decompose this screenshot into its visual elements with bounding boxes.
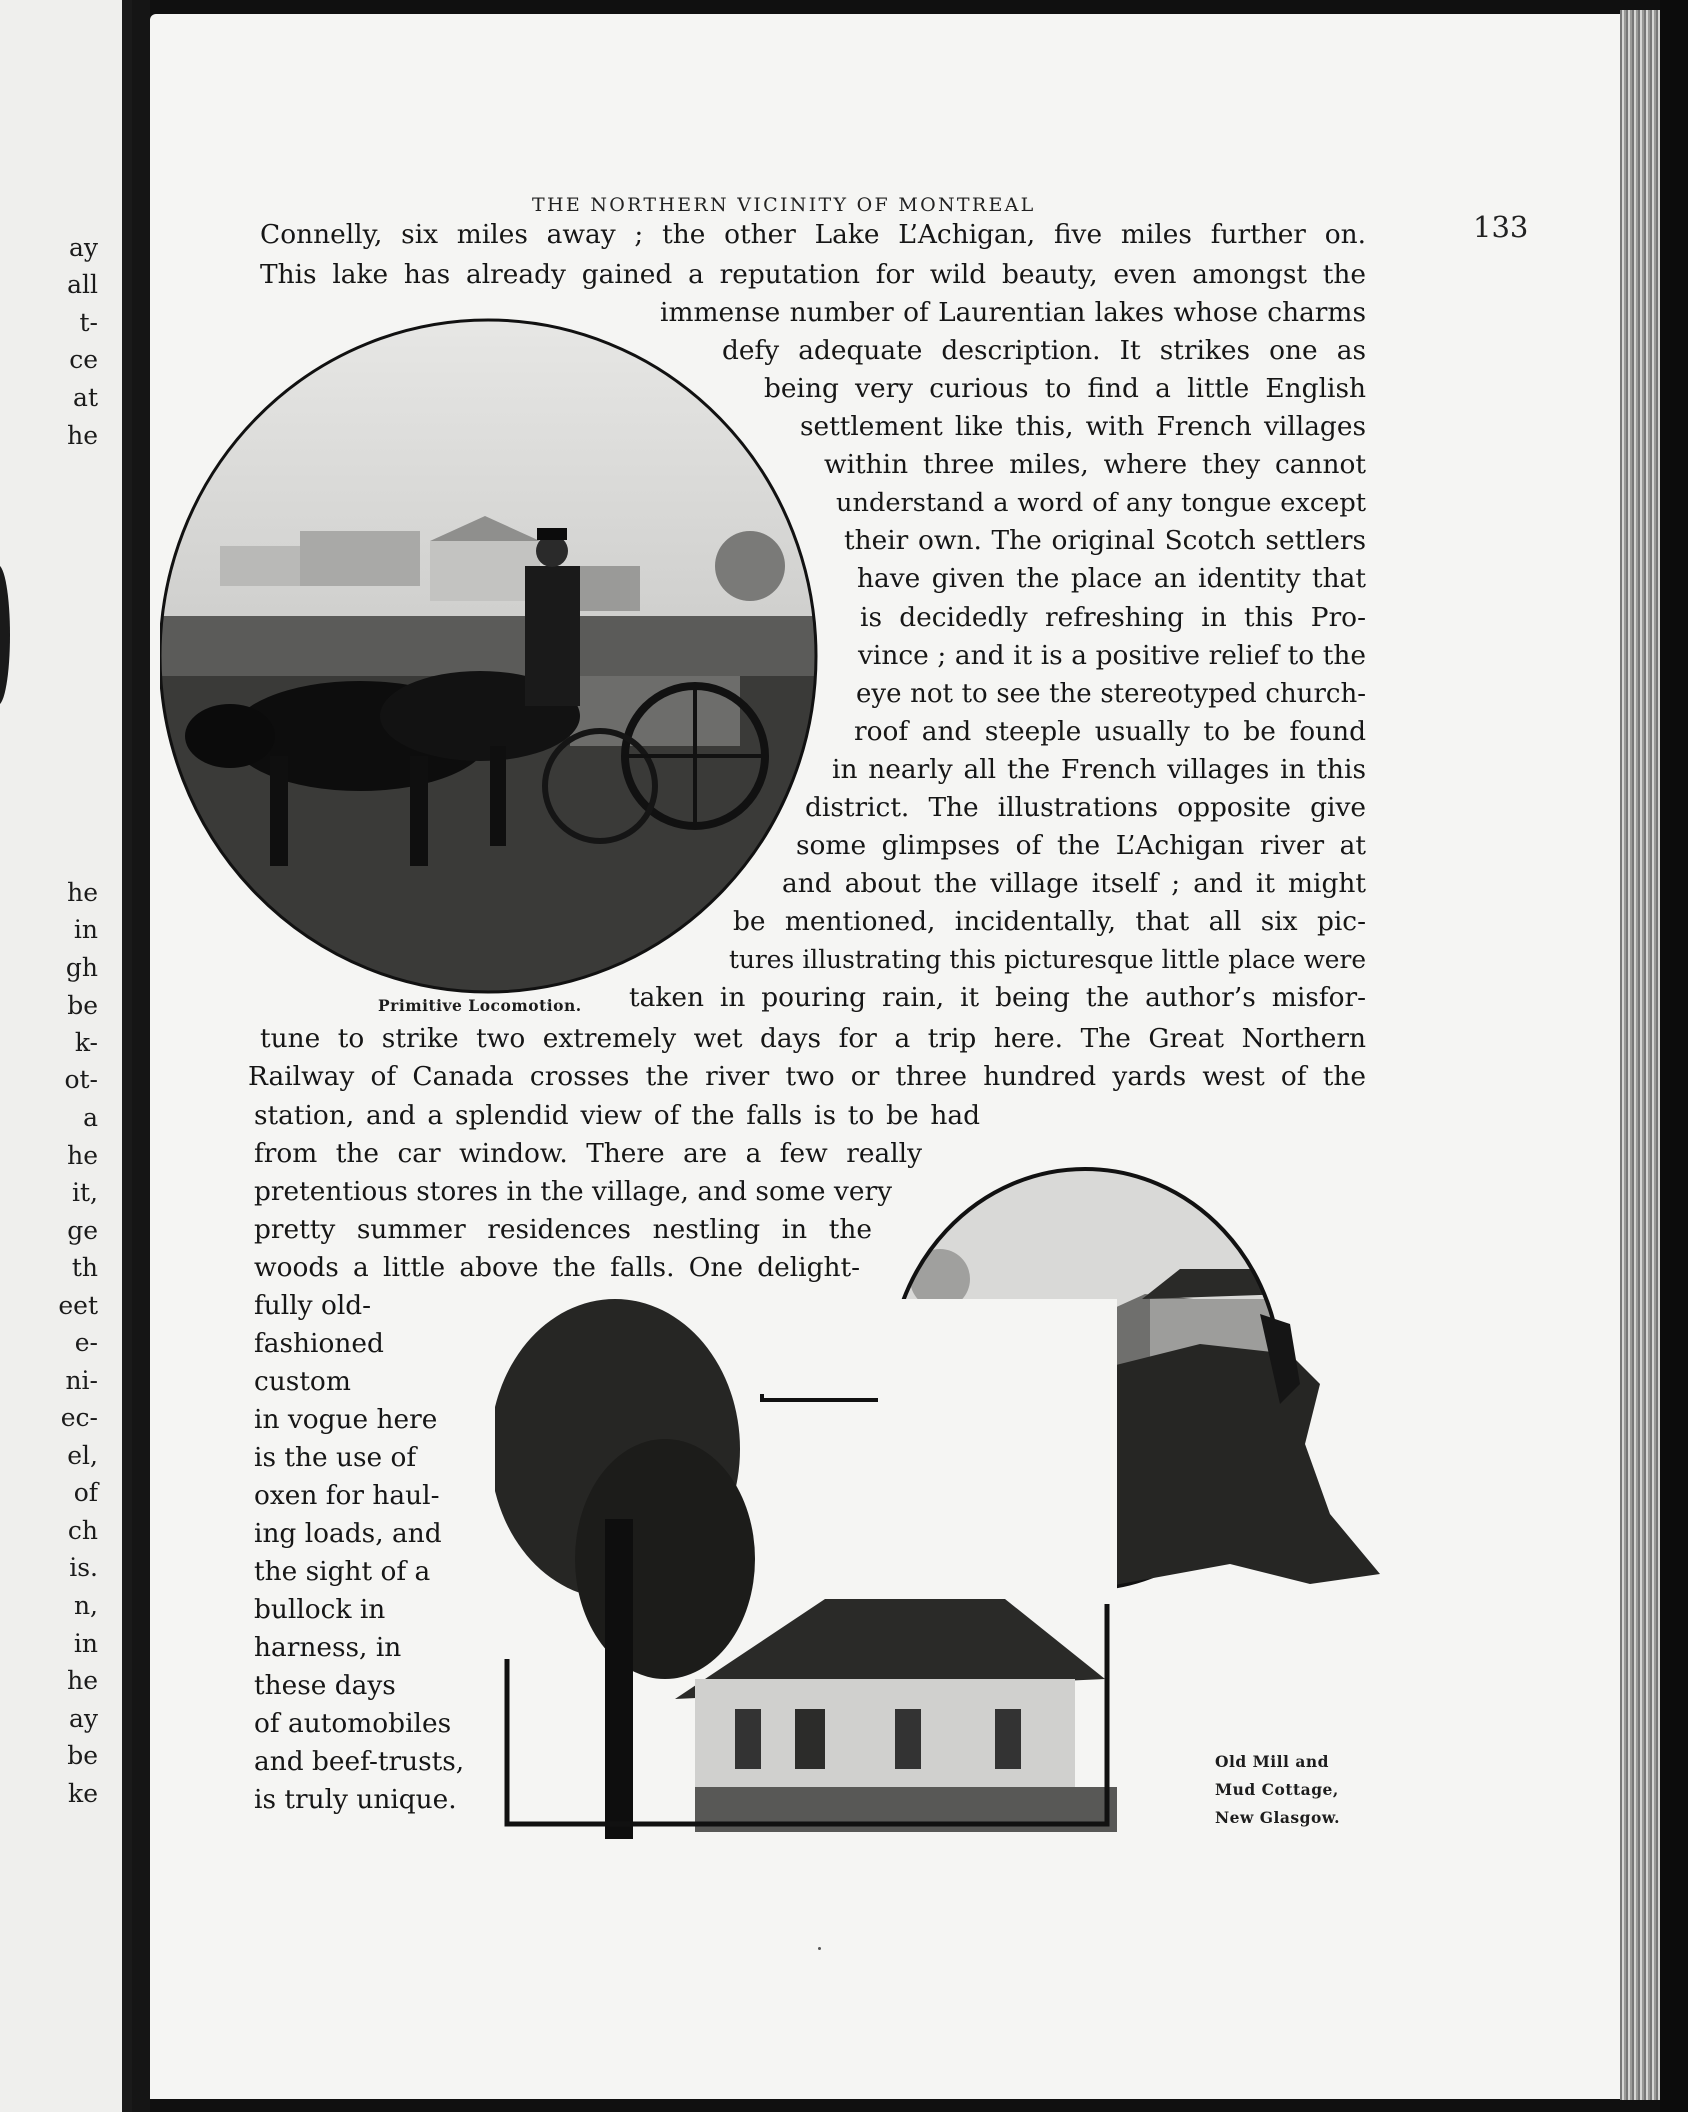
previous-page-text-fragment: ch — [67, 1516, 98, 1545]
previous-page-text-fragment: ni- — [65, 1366, 98, 1395]
previous-page-edge — [0, 0, 132, 2112]
body-text-line: their own. The original Scotch settlers — [844, 525, 1366, 556]
previous-page-text-fragment: ke — [68, 1779, 98, 1808]
frame-connector-line — [760, 1392, 880, 1404]
body-text-line: and beef-trusts, — [254, 1746, 465, 1777]
body-text-line: eye not to see the stereotyped church- — [856, 679, 1366, 709]
body-text-line: have given the place an identity that — [857, 563, 1366, 594]
body-text-line: tune to strike two extremely wet days for a trip here. The Great Northern — [260, 1023, 1366, 1054]
previous-page-text-fragment: ge — [67, 1216, 98, 1245]
previous-page-text-fragment: el, — [67, 1441, 98, 1470]
previous-page-text-fragment: e- — [74, 1328, 98, 1357]
body-text-line: pretty summer residences nestling in the — [254, 1214, 872, 1245]
body-text-line: is truly unique. — [254, 1784, 457, 1815]
previous-page-text-fragment: ay — [68, 233, 98, 262]
body-text-line: the sight of a — [254, 1556, 431, 1587]
previous-page-text-fragment: t- — [79, 308, 98, 337]
previous-page-text-fragment: ce — [69, 345, 98, 374]
body-text-line: being very curious to find a little English — [764, 373, 1366, 404]
body-text-line: oxen for haul- — [254, 1480, 440, 1511]
previous-page-text-fragment: is. — [69, 1553, 98, 1582]
body-text-line: in nearly all the French villages in this — [832, 754, 1366, 785]
previous-page-text-fragment: he — [67, 1141, 98, 1170]
page-speck — [818, 1947, 821, 1950]
previous-page-text-fragment: ec- — [60, 1403, 98, 1432]
previous-page-text-fragment: k- — [74, 1028, 98, 1057]
photo2-caption-line1: Old Mill and — [1215, 1752, 1329, 1771]
previous-page-text-fragment: he — [67, 1666, 98, 1695]
body-text-line: within three miles, where they cannot — [824, 449, 1366, 480]
previous-page-text-fragment: in — [73, 1629, 98, 1658]
book-page — [150, 14, 1620, 2099]
body-text-line: vince ; and it is a positive relief to the — [858, 640, 1366, 671]
previous-page-text-fragment: it, — [72, 1178, 98, 1207]
photo2-caption-line3: New Glasgow. — [1215, 1808, 1341, 1827]
body-text-line: be mentioned, incidentally, that all six pic- — [733, 906, 1366, 937]
body-text-line: and about the village itself ; and it might — [782, 868, 1366, 899]
body-text-line: these days — [254, 1670, 396, 1701]
body-text-line: roof and steeple usually to be found — [854, 716, 1366, 747]
previous-page-text-fragment: be — [67, 1741, 98, 1770]
body-text-line: custom — [254, 1366, 351, 1397]
photo-primitive-locomotion — [160, 316, 820, 1006]
body-text-line: harness, in — [254, 1632, 402, 1663]
previous-page-text-fragment: gh — [65, 953, 98, 982]
previous-page-text-fragment: ay — [68, 1704, 98, 1733]
previous-page-text-fragment: be — [67, 991, 98, 1020]
previous-page-text-fragment: he — [67, 421, 98, 450]
body-text-line: understand a word of any tongue except — [836, 488, 1366, 518]
body-text-line: from the car window. There are a few really — [254, 1138, 922, 1169]
body-text-line: This lake has already gained a reputation for wild beauty, even amongst the — [260, 259, 1366, 290]
body-text-line: district. The illustrations opposite give — [805, 792, 1366, 823]
body-text-line: is the use of — [254, 1442, 417, 1473]
photo-oxen-cart-image — [160, 316, 820, 1006]
body-text-line: fully old- — [254, 1290, 372, 1321]
body-text-line: Railway of Canada crosses the river two or three hundred yards west of the — [248, 1061, 1366, 1092]
previous-page-text-fragment: ot- — [64, 1065, 98, 1094]
previous-page-photo-edge — [0, 565, 10, 705]
body-text-line: is decidedly refreshing in this Pro- — [860, 602, 1366, 633]
body-text-line: Connelly, six miles away ; the other Lake L’Achigan, five miles further on. — [260, 219, 1366, 250]
page-stack-edge — [1620, 10, 1660, 2100]
previous-page-text-fragment: a — [83, 1103, 98, 1132]
body-text-line: ing loads, and — [254, 1518, 442, 1549]
body-text-line: immense number of Laurentian lakes whose charms — [660, 297, 1366, 328]
previous-page-shadow — [122, 0, 132, 2112]
body-text-line: of automobiles — [254, 1708, 452, 1739]
body-text-line: station, and a splendid view of the falls is to be had — [254, 1100, 980, 1131]
right-background — [1660, 0, 1688, 2112]
previous-page-text-fragment: th — [71, 1253, 98, 1282]
previous-page-text-fragment: all — [67, 270, 98, 299]
photo-old-mill-foreground — [1080, 1314, 1440, 1604]
previous-page-text-fragment: eet — [58, 1291, 98, 1320]
body-text-line: fashioned — [254, 1328, 384, 1359]
previous-page-text-fragment: n, — [73, 1591, 98, 1620]
body-text-line: bullock in — [254, 1594, 386, 1625]
previous-page-text-fragment: of — [73, 1478, 98, 1507]
body-text-line: taken in pouring rain, it being the author’s misfor- — [629, 982, 1366, 1013]
body-text-line: settlement like this, with French villages — [800, 411, 1366, 442]
body-text-line: in vogue here — [254, 1404, 438, 1435]
previous-page-text-fragment: in — [73, 915, 98, 944]
previous-page-text-fragment: at — [73, 383, 98, 412]
page-number: 133 — [1473, 210, 1529, 244]
photo-mud-cottage — [495, 1299, 1117, 1839]
photo2-caption-line2: Mud Cottage, — [1215, 1780, 1339, 1799]
photo-mud-cottage-image — [495, 1299, 1117, 1839]
body-text-line: woods a little above the falls. One delight- — [254, 1252, 860, 1283]
book-gutter — [132, 0, 150, 2112]
previous-page-text-fragment: he — [67, 878, 98, 907]
body-text-line: some glimpses of the L’Achigan river at — [796, 830, 1366, 861]
body-text-line: tures illustrating this picturesque little place were — [729, 945, 1366, 974]
running-title: THE NORTHERN VICINITY OF MONTREAL — [532, 194, 1036, 216]
body-text-line: defy adequate description. It strikes one as — [722, 335, 1366, 366]
photo1-caption: Primitive Locomotion. — [378, 996, 582, 1015]
body-text-line: pretentious stores in the village, and some very — [254, 1176, 892, 1207]
